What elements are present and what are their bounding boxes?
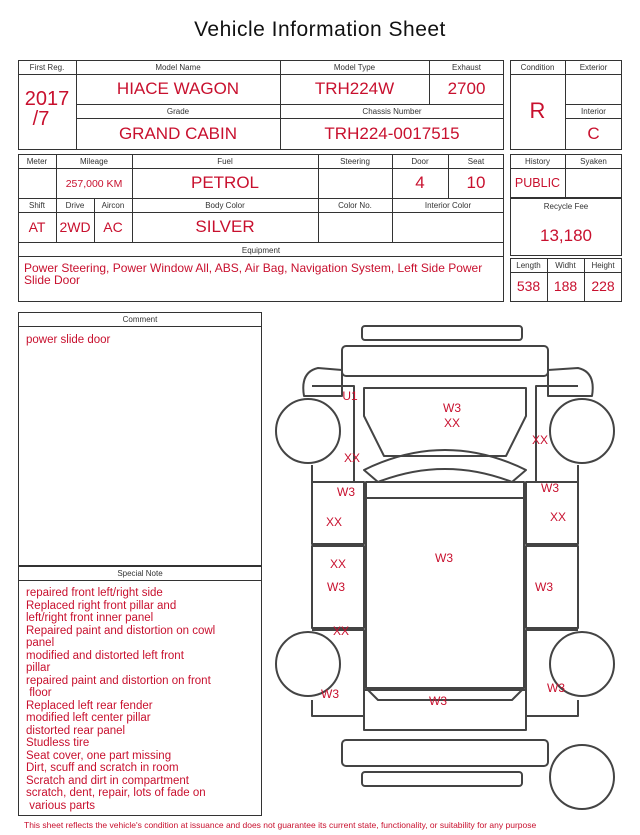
special-note-item: modified and distorted left front bbox=[26, 649, 184, 662]
body-color-value: SILVER bbox=[195, 217, 255, 236]
height-label: Height bbox=[591, 261, 615, 270]
damage-mark: W3 bbox=[443, 401, 461, 415]
disclaimer-footer: This sheet reflects the vehicle's condition at issuance and does not guarantee its current state, functionality, or suitability for any purpose bbox=[24, 820, 537, 830]
shift-value: AT bbox=[28, 219, 46, 235]
chassis-number-value: TRH224-0017515 bbox=[324, 124, 460, 143]
shift-label: Shift bbox=[28, 201, 45, 210]
windshield bbox=[364, 450, 526, 482]
damage-mark: XX bbox=[325, 515, 343, 529]
vehicle-damage-diagram bbox=[268, 318, 628, 818]
special-note-item: Dirt, scuff and scratch in room bbox=[26, 762, 179, 774]
comment-box bbox=[18, 312, 262, 566]
damage-mark: XX bbox=[329, 557, 347, 571]
left-front-corner bbox=[303, 368, 342, 396]
history-label: History bbox=[525, 157, 550, 166]
exhaust-label: Exhaust bbox=[452, 63, 481, 72]
exhaust-value: 2700 bbox=[447, 79, 486, 98]
model-type-value: TRH224W bbox=[314, 79, 395, 98]
special-note-label: Special Note bbox=[117, 569, 163, 578]
special-note-item: floor bbox=[26, 687, 52, 699]
comment-text: power slide door bbox=[26, 334, 111, 346]
damage-mark: W3 bbox=[327, 580, 345, 594]
special-note-item: scratch, dent, repair, lots of fade on bbox=[26, 787, 206, 799]
recycle-fee-label: Recycle Fee bbox=[543, 202, 589, 211]
special-note-item: various parts bbox=[26, 799, 96, 812]
exterior-label: Exterior bbox=[579, 63, 608, 72]
interior-label: Interior bbox=[581, 107, 606, 116]
height-value: 228 bbox=[591, 278, 615, 294]
steering-label: Steering bbox=[340, 157, 370, 166]
first-reg-label: First Reg. bbox=[29, 63, 65, 72]
door-value: 4 bbox=[415, 173, 425, 192]
special-note-list bbox=[26, 587, 260, 812]
special-note-item: repaired paint and distortion on front bbox=[26, 674, 211, 687]
rear-bumper-lower bbox=[362, 772, 522, 786]
damage-mark: W3 bbox=[535, 580, 553, 594]
rear-bumper bbox=[342, 740, 548, 766]
equipment-label: Equipment bbox=[241, 246, 281, 255]
width-value: 188 bbox=[553, 278, 578, 294]
page-title: Vehicle Information Sheet bbox=[194, 18, 446, 41]
interior-value: C bbox=[587, 124, 600, 143]
damage-mark: XX bbox=[343, 451, 361, 465]
special-note-item: repaired front left/right side bbox=[26, 587, 163, 599]
damage-mark: W3 bbox=[337, 485, 355, 499]
front-bumper bbox=[342, 346, 548, 376]
damage-mark: XX bbox=[549, 510, 567, 524]
damage-mark: W3 bbox=[429, 694, 447, 708]
model-name-value: HIACE WAGON bbox=[116, 79, 240, 98]
aircon-label: Aircon bbox=[101, 201, 125, 210]
special-note-item: panel bbox=[26, 637, 55, 649]
interior-color-label: Interior Color bbox=[424, 201, 472, 210]
special-note-item: Seat cover, one part missing bbox=[26, 749, 172, 762]
mileage-value: 257,000 KM bbox=[65, 178, 123, 190]
color-no-label: Color No. bbox=[338, 201, 372, 210]
width-label: Widht bbox=[555, 261, 576, 270]
condition-label: Condition bbox=[520, 63, 555, 72]
seat-label: Seat bbox=[467, 157, 485, 166]
damage-mark: U1 bbox=[342, 389, 358, 403]
chassis-number-label: Chassis Number bbox=[362, 107, 422, 116]
condition-value: R bbox=[529, 98, 546, 123]
front-bumper-outline bbox=[362, 326, 522, 340]
special-note-item: modified left center pillar bbox=[26, 712, 151, 724]
damage-mark: W3 bbox=[541, 481, 559, 495]
grade-value: GRAND CABIN bbox=[118, 124, 238, 143]
seat-value: 10 bbox=[466, 173, 486, 192]
damage-mark: W3 bbox=[547, 681, 565, 695]
grade-label: Grade bbox=[166, 107, 190, 116]
first-reg-year: 2017 bbox=[24, 88, 70, 110]
comment-label: Comment bbox=[122, 315, 158, 324]
damage-mark: XX bbox=[332, 624, 350, 638]
right-front-corner bbox=[548, 368, 593, 396]
special-note-item: Replaced left rear fender bbox=[26, 699, 153, 712]
body-color-label: Body Color bbox=[205, 201, 245, 210]
recycle-fee-value: 13,180 bbox=[540, 226, 592, 245]
roof bbox=[366, 482, 524, 688]
history-value: PUBLIC bbox=[514, 176, 561, 190]
left-front-wheel bbox=[276, 399, 340, 463]
model-name-label: Model Name bbox=[155, 63, 201, 72]
special-note-item: Scratch and dirt in compartment bbox=[26, 774, 189, 787]
door-label: Door bbox=[411, 157, 429, 166]
right-front-wheel bbox=[550, 399, 614, 463]
fuel-label: Fuel bbox=[217, 157, 233, 166]
first-reg-month: /7 bbox=[32, 108, 50, 130]
drive-label: Drive bbox=[65, 201, 85, 210]
spare-wheel bbox=[550, 745, 614, 809]
special-note-item: distorted rear panel bbox=[26, 724, 126, 737]
syaken-label: Syaken bbox=[580, 157, 607, 166]
special-note-item: left/right front inner panel bbox=[26, 612, 154, 624]
damage-mark: W3 bbox=[435, 551, 453, 565]
length-value: 538 bbox=[516, 278, 541, 294]
special-note-item: pillar bbox=[26, 662, 51, 674]
damage-mark: W3 bbox=[321, 687, 339, 701]
drive-value: 2WD bbox=[59, 219, 91, 235]
equipment-line-2: Slide Door bbox=[24, 273, 81, 287]
damage-mark: XX bbox=[531, 433, 549, 447]
fuel-value: PETROL bbox=[190, 173, 260, 192]
meter-label: Meter bbox=[26, 157, 48, 166]
damage-mark: XX bbox=[443, 416, 461, 430]
model-type-label: Model Type bbox=[333, 63, 376, 72]
mileage-label: Mileage bbox=[79, 157, 108, 166]
special-note-item: Repaired paint and distortion on cowl bbox=[26, 624, 216, 637]
length-label: Length bbox=[516, 261, 541, 270]
equipment-line-1: Power Steering, Power Window All, ABS, Air Bag, Navigation System, Left Side Power bbox=[24, 261, 483, 275]
special-note-item: Replaced right front pillar and bbox=[26, 599, 177, 612]
special-note-item: Studless tire bbox=[26, 737, 90, 749]
aircon-value: AC bbox=[103, 219, 123, 235]
